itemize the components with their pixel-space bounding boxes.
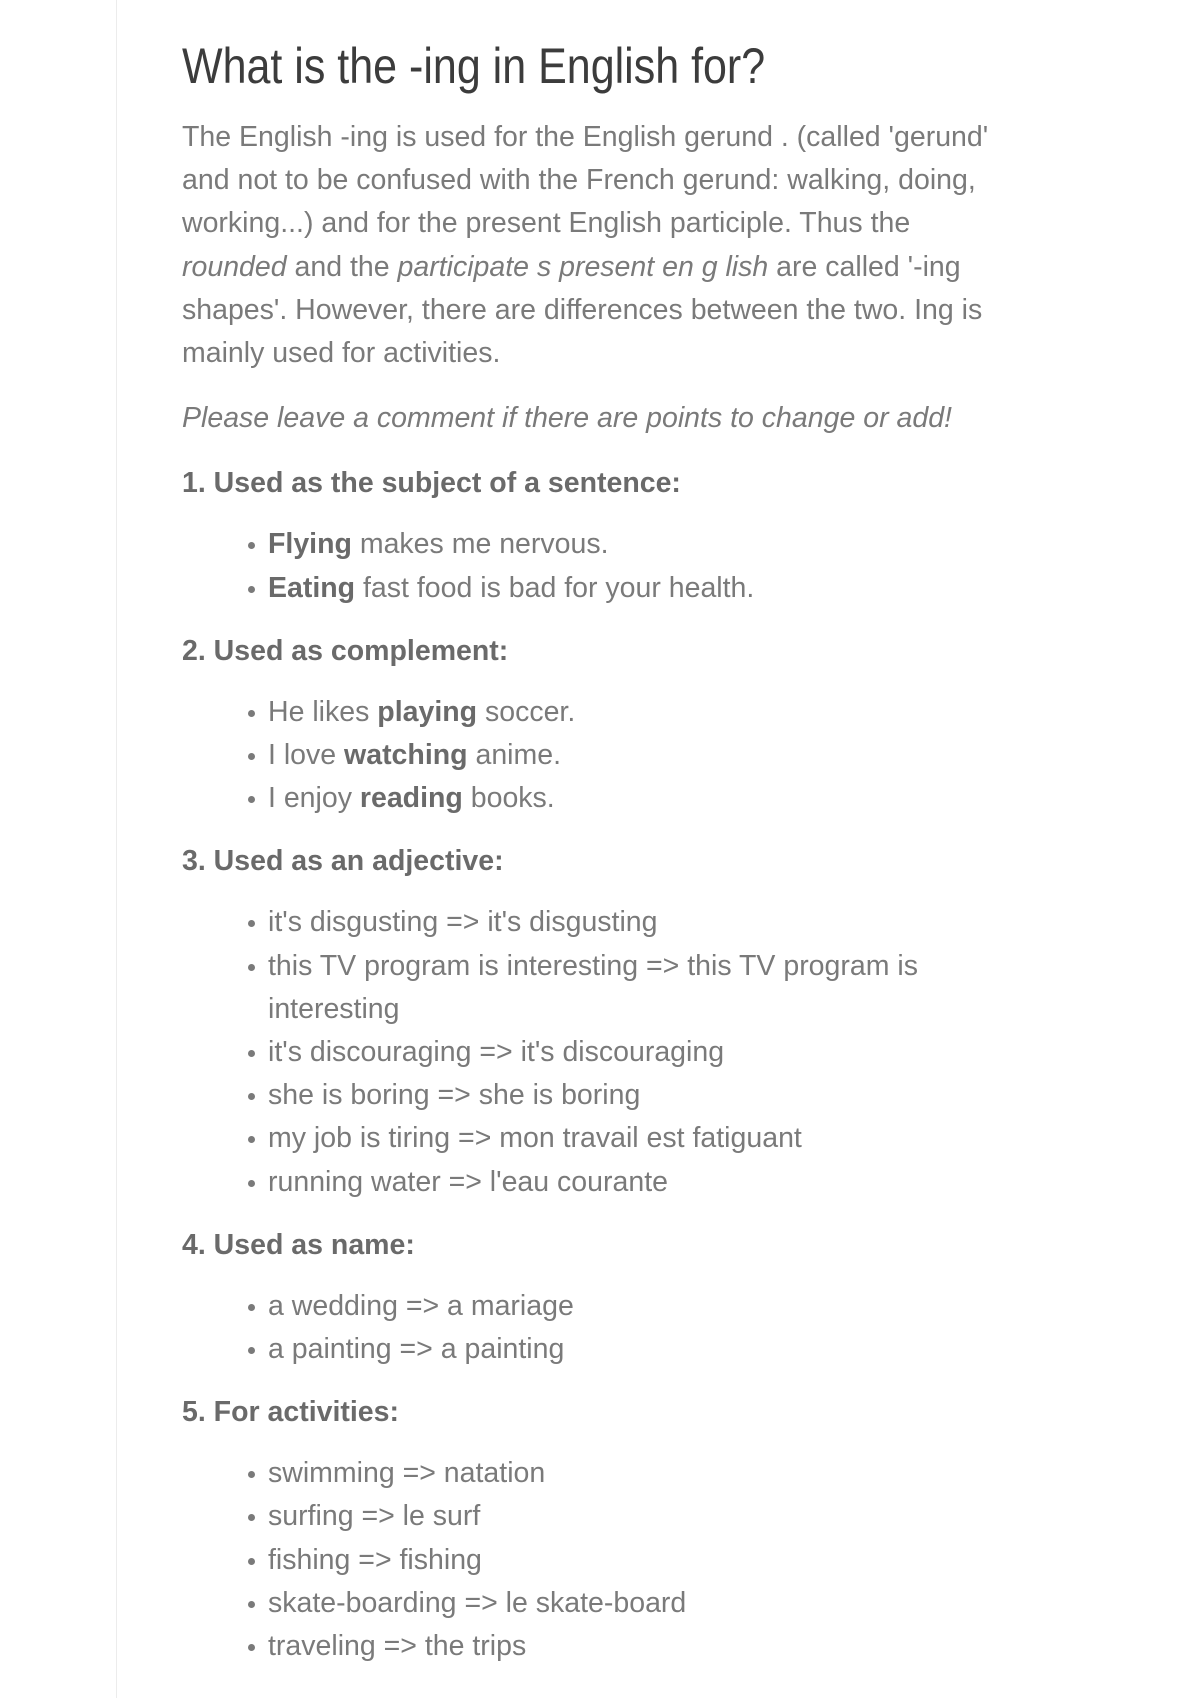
section-heading: 1. Used as the subject of a sentence: [182,467,681,500]
intro-italic-term: rounded [182,250,287,283]
list-item: surfing => le surf [268,1495,1022,1538]
intro-text: The English -ing is used for the English gerund . (called 'gerund' and not to be confused with the French gerund: walking, doing, working...) and for the present English participle. Thus the [182,121,989,240]
list-item [268,777,1022,820]
list-item [268,734,1022,777]
item-text: I enjoy [268,782,360,815]
list-item: it's discouraging => it's discouraging [268,1031,1022,1074]
item-text: He likes [268,695,378,728]
intro-text: and the [286,250,398,283]
article [182,30,1022,1688]
list-item: my job is tiring => mon travail est fatiguant [268,1117,1022,1160]
section-heading: 3. Used as an adjective: [182,845,504,878]
intro-text: are called '-ing shapes'. However, there are differences between the two. Ing is mainly used for activities. [182,250,983,370]
list-item: fishing => fishing [268,1539,1022,1582]
page-left-border [116,0,117,1698]
item-text: soccer. [477,695,576,728]
keyword: Flying [268,528,352,561]
list-item [268,691,1022,734]
item-text: I love [268,739,345,772]
section-list [182,691,1022,821]
section-heading: 2. Used as complement: [182,634,509,667]
list-item: this TV program is interesting => this TV program is interesting [268,945,1022,1031]
item-text: makes me nervous. [351,528,609,561]
section-heading: 5. For activities: [182,1396,399,1429]
section-list [182,1285,1022,1371]
keyword: watching [344,739,468,772]
list-item: she is boring => she is boring [268,1074,1022,1117]
section-list [182,901,1022,1203]
section-list [182,523,1022,609]
item-text: books. [462,782,555,815]
item-text: anime. [467,739,562,772]
section-list [182,1452,1022,1668]
list-item: a painting => a painting [268,1328,1022,1371]
intro-paragraph [182,116,1022,375]
list-item: running water => l'eau courante [268,1161,1022,1204]
page-title: What is the -ing in English for? [182,38,766,94]
section-heading: 4. Used as name: [182,1228,415,1261]
list-item: it's disgusting => it's disgusting [268,901,1022,944]
list-item [268,523,1022,566]
list-item: traveling => the trips [268,1625,1022,1668]
list-item: skate-boarding => le skate-board [268,1582,1022,1625]
item-text: fast food is bad for your health. [355,571,755,604]
keyword: Eating [268,571,356,604]
list-item: a wedding => a mariage [268,1285,1022,1328]
comment-note: Please leave a comment if there are points to change or add! [182,402,952,435]
list-item [268,567,1022,610]
keyword: playing [377,695,478,728]
keyword: reading [359,782,463,815]
list-item: swimming => natation [268,1452,1022,1495]
intro-italic-term: participate s present en g lish [397,250,769,283]
